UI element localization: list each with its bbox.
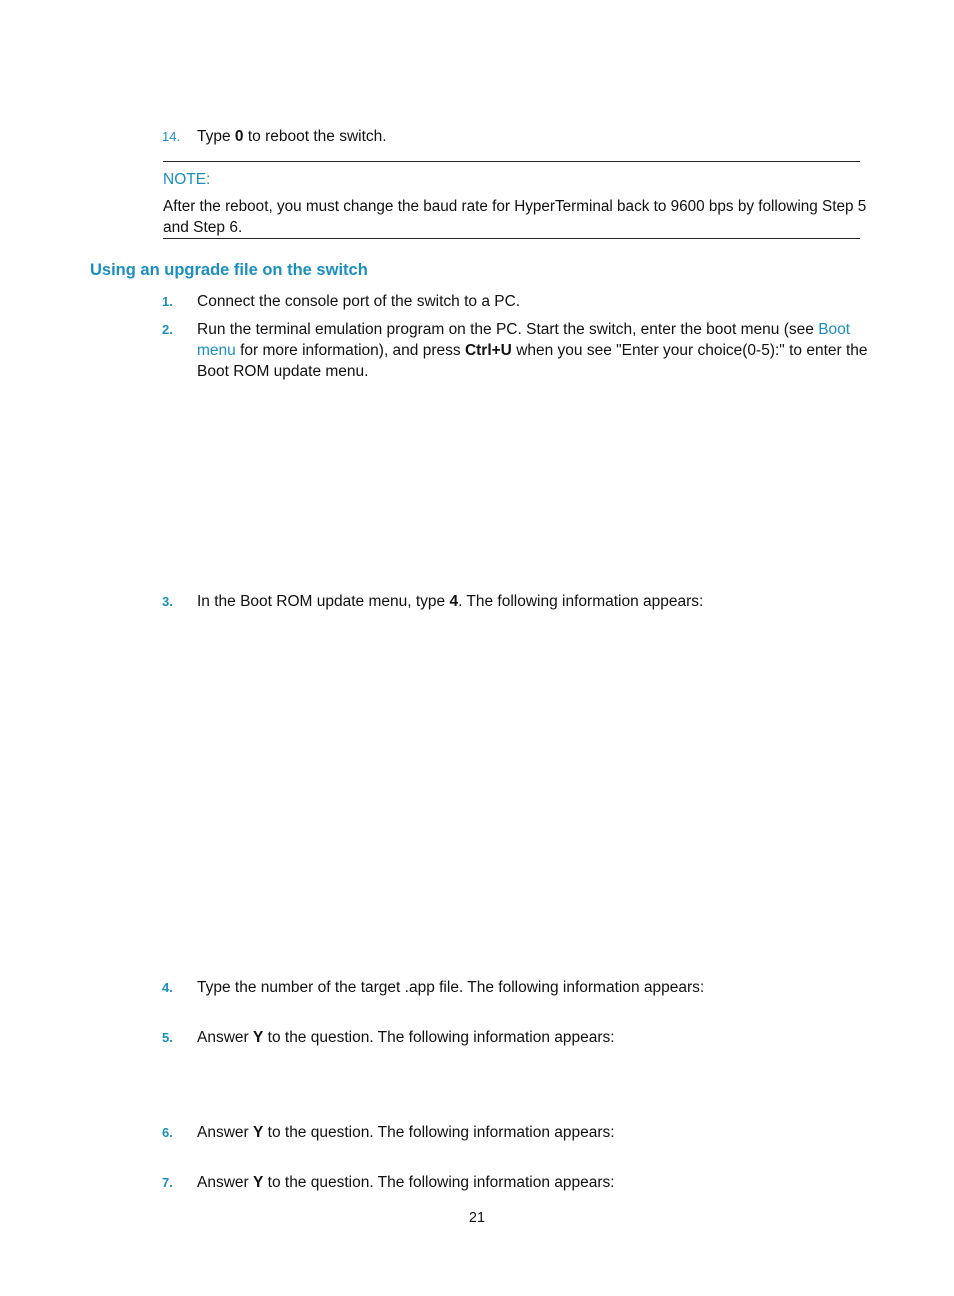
step-2-number: 2. — [162, 322, 173, 337]
step-6-text-pre: Answer — [197, 1124, 253, 1141]
step-7-number: 7. — [162, 1175, 173, 1190]
step-3-text-post: . The following information appears: — [458, 593, 704, 610]
note-line-2: and Step 6. — [163, 219, 243, 236]
step-3-text-pre: In the Boot ROM update menu, type — [197, 593, 450, 610]
step-3-text-bold: 4 — [449, 593, 459, 610]
note-top-rule — [163, 161, 860, 162]
step-2-ctrl-u: Ctrl+U — [464, 342, 512, 359]
step-6-number: 6. — [162, 1125, 173, 1140]
step-14-text-post: to reboot the switch. — [243, 128, 387, 145]
boot-menu-link[interactable]: Boot — [818, 321, 851, 338]
note-bottom-rule — [163, 238, 860, 239]
step-2-line-2-post: when you see "Enter your choice(0-5):" to enter the — [511, 342, 868, 359]
step-1-number: 1. — [162, 294, 173, 309]
step-5-text-bold: Y — [253, 1029, 264, 1046]
step-7-text-pre: Answer — [197, 1174, 253, 1191]
step-2-line-3: Boot ROM update menu. — [197, 363, 369, 380]
step-5-number: 5. — [162, 1030, 173, 1045]
step-7-text-post: to the question. The following information appears: — [263, 1174, 615, 1191]
note-label: NOTE: — [163, 171, 211, 188]
step-14-number: 14. — [162, 129, 181, 144]
step-2-line-1 — [197, 319, 850, 340]
step-7-text-bold: Y — [253, 1174, 264, 1191]
section-heading: Using an upgrade file on the switch — [90, 261, 368, 279]
step-3-text — [197, 591, 703, 612]
boot-menu-link-continued[interactable]: menu — [197, 342, 236, 359]
step-1-text: Connect the console port of the switch to a PC. — [197, 293, 521, 310]
page-number: 21 — [468, 1210, 486, 1226]
step-5-text-post: to the question. The following information appears: — [263, 1029, 615, 1046]
step-7-text — [197, 1172, 615, 1193]
step-14-text-bold: 0 — [234, 128, 244, 145]
step-3-number: 3. — [162, 594, 173, 609]
step-4-text: Type the number of the target .app file. The following information appears: — [197, 979, 705, 996]
step-14-text — [197, 126, 387, 147]
step-2-line-1-text: Run the terminal emulation program on the PC. Start the switch, enter the boot menu (see — [197, 321, 819, 338]
step-4-number: 4. — [162, 980, 173, 995]
step-14-text-pre: Type — [197, 128, 235, 145]
step-2-line-2-mid: for more information), and press — [235, 342, 465, 359]
step-6-text — [197, 1122, 615, 1143]
note-line-1: After the reboot, you must change the baud rate for HyperTerminal back to 9600 bps by following Step 5 — [163, 198, 867, 215]
step-5-text-pre: Answer — [197, 1029, 253, 1046]
step-6-text-post: to the question. The following information appears: — [263, 1124, 615, 1141]
step-5-text — [197, 1027, 615, 1048]
step-6-text-bold: Y — [253, 1124, 264, 1141]
step-2-line-2 — [197, 340, 868, 361]
